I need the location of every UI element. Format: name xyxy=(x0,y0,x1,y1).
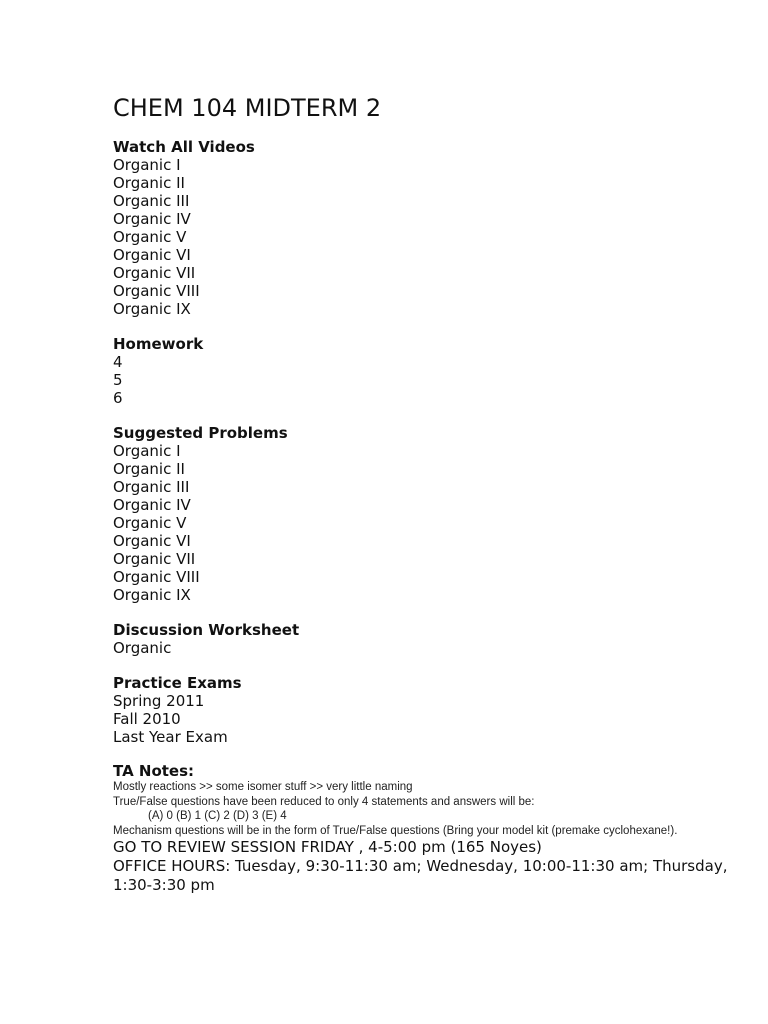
section-suggested-problems xyxy=(113,424,733,604)
section-ta-notes xyxy=(113,762,733,895)
office-hours-note: OFFICE HOURS: Tuesday, 9:30-11:30 am; Wednesday, 10:00-11:30 am; Thursday, 1:30-3:30 pm xyxy=(113,857,728,894)
list-item: Organic III xyxy=(113,192,190,210)
section-heading: Watch All Videos xyxy=(113,138,255,156)
page-title: CHEM 104 MIDTERM 2 xyxy=(113,94,382,122)
note-line: True/False questions have been reduced to only 4 statements and answers will be: xyxy=(113,795,535,808)
list-item: Organic VI xyxy=(113,532,191,550)
list-item: Organic I xyxy=(113,156,181,174)
list-item: Organic IX xyxy=(113,300,191,318)
list-item: Organic VIII xyxy=(113,282,200,300)
list-item: Organic IV xyxy=(113,496,191,514)
section-homework xyxy=(113,335,733,407)
document-page xyxy=(113,92,733,912)
list-item: Organic II xyxy=(113,460,185,478)
list-item: 6 xyxy=(113,389,123,407)
list-item: 5 xyxy=(113,371,123,389)
list-item: Spring 2011 xyxy=(113,692,205,710)
list-item: Organic VIII xyxy=(113,568,200,586)
list-item: Organic IX xyxy=(113,586,191,604)
list-item: Organic VI xyxy=(113,246,191,264)
list-item: Organic VII xyxy=(113,264,196,282)
list-item: Organic IV xyxy=(113,210,191,228)
list-item: Organic VII xyxy=(113,550,196,568)
section-heading: Suggested Problems xyxy=(113,424,288,442)
section-discussion-worksheet xyxy=(113,621,733,657)
section-watch-videos xyxy=(113,138,733,318)
list-item: Organic V xyxy=(113,228,187,246)
list-item: Organic V xyxy=(113,514,187,532)
note-answer-options: (A) 0 (B) 1 (C) 2 (D) 3 (E) 4 xyxy=(148,810,287,822)
note-line: Mechanism questions will be in the form of True/False questions (Bring your model kit (premake cyclohexane!). xyxy=(113,824,678,837)
section-heading: TA Notes: xyxy=(113,762,195,780)
section-heading: Homework xyxy=(113,335,204,353)
list-item: Organic I xyxy=(113,442,181,460)
list-item: Fall 2010 xyxy=(113,710,181,728)
section-practice-exams xyxy=(113,674,733,746)
list-item: Organic xyxy=(113,639,172,657)
review-session-note: GO TO REVIEW SESSION FRIDAY , 4-5:00 pm (165 Noyes) xyxy=(113,838,542,856)
note-line: Mostly reactions >> some isomer stuff >> very little naming xyxy=(113,781,413,793)
section-heading: Discussion Worksheet xyxy=(113,621,300,639)
list-item: Organic III xyxy=(113,478,190,496)
section-heading: Practice Exams xyxy=(113,674,242,692)
list-item: 4 xyxy=(113,353,123,371)
list-item: Organic II xyxy=(113,174,185,192)
list-item: Last Year Exam xyxy=(113,728,228,746)
